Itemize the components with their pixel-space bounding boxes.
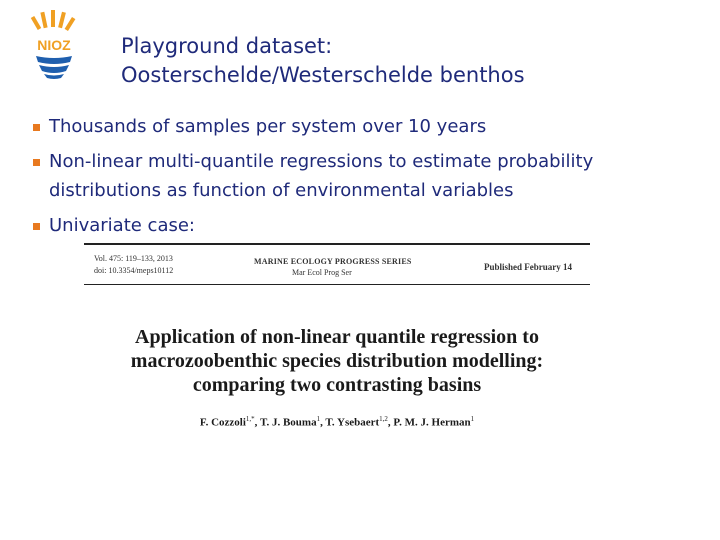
bullet-text: Non-linear multi-quantile regressions to estimate probability distributions as function of environmental variables bbox=[49, 151, 594, 201]
paper-authors: F. Cozzoli$^{1,*}$, T. J. Bouma$^1$, T. Ysebaert$^{1,2}$, P. M. J. Herman$^1$ bbox=[199, 415, 475, 429]
bullet-item bbox=[32, 147, 702, 205]
author-affiliation: 1 bbox=[470, 415, 475, 423]
nioz-logo bbox=[28, 8, 80, 80]
bullet-list bbox=[32, 112, 702, 246]
author-affiliation: 1,* bbox=[245, 415, 255, 423]
bullet-text: Thousands of samples per system over 10 years bbox=[49, 116, 487, 137]
header-rule-top bbox=[84, 243, 590, 245]
author-name: T. Ysebaert bbox=[325, 416, 380, 429]
title-line-1: Playground dataset: bbox=[121, 34, 333, 58]
bullet-item bbox=[32, 211, 702, 240]
slide-title bbox=[121, 32, 525, 90]
paper-title-line-1: Application of non-linear quantile regression to bbox=[135, 326, 539, 348]
paper-title-line-2: macrozoobenthic species distribution modelling: bbox=[130, 350, 544, 372]
author-affiliation: 1 bbox=[316, 415, 321, 423]
author-affiliation: 1,2 bbox=[379, 415, 388, 423]
paper-title bbox=[84, 325, 590, 397]
journal-abbreviation: Mar Ecol Prog Ser bbox=[292, 268, 352, 277]
journal-series: MARINE ECOLOGY PROGRESS SERIES bbox=[254, 257, 412, 266]
author-name: F. Cozzoli bbox=[199, 416, 246, 429]
bullet-square-icon bbox=[33, 124, 40, 131]
author-name: P. M. J. Herman bbox=[393, 416, 471, 429]
bullet-item bbox=[32, 112, 702, 141]
header-rule-bottom bbox=[84, 284, 590, 285]
bullet-square-icon bbox=[33, 159, 40, 166]
logo-text: NIOZ bbox=[37, 37, 71, 53]
bullet-text: Univariate case: bbox=[49, 215, 195, 236]
published-date: Published February 14 bbox=[484, 262, 573, 272]
paper-doi: doi: 10.3354/meps10112 bbox=[94, 266, 174, 275]
paper-header-image bbox=[84, 243, 590, 443]
paper-volume: Vol. 475: 119–133, 2013 bbox=[94, 254, 173, 263]
title-line-2: Oosterschelde/Westerschelde benthos bbox=[121, 63, 525, 87]
author-name: T. J. Bouma bbox=[259, 416, 317, 429]
bullet-square-icon bbox=[33, 223, 40, 230]
paper-title-line-3: comparing two contrasting basins bbox=[192, 374, 482, 396]
